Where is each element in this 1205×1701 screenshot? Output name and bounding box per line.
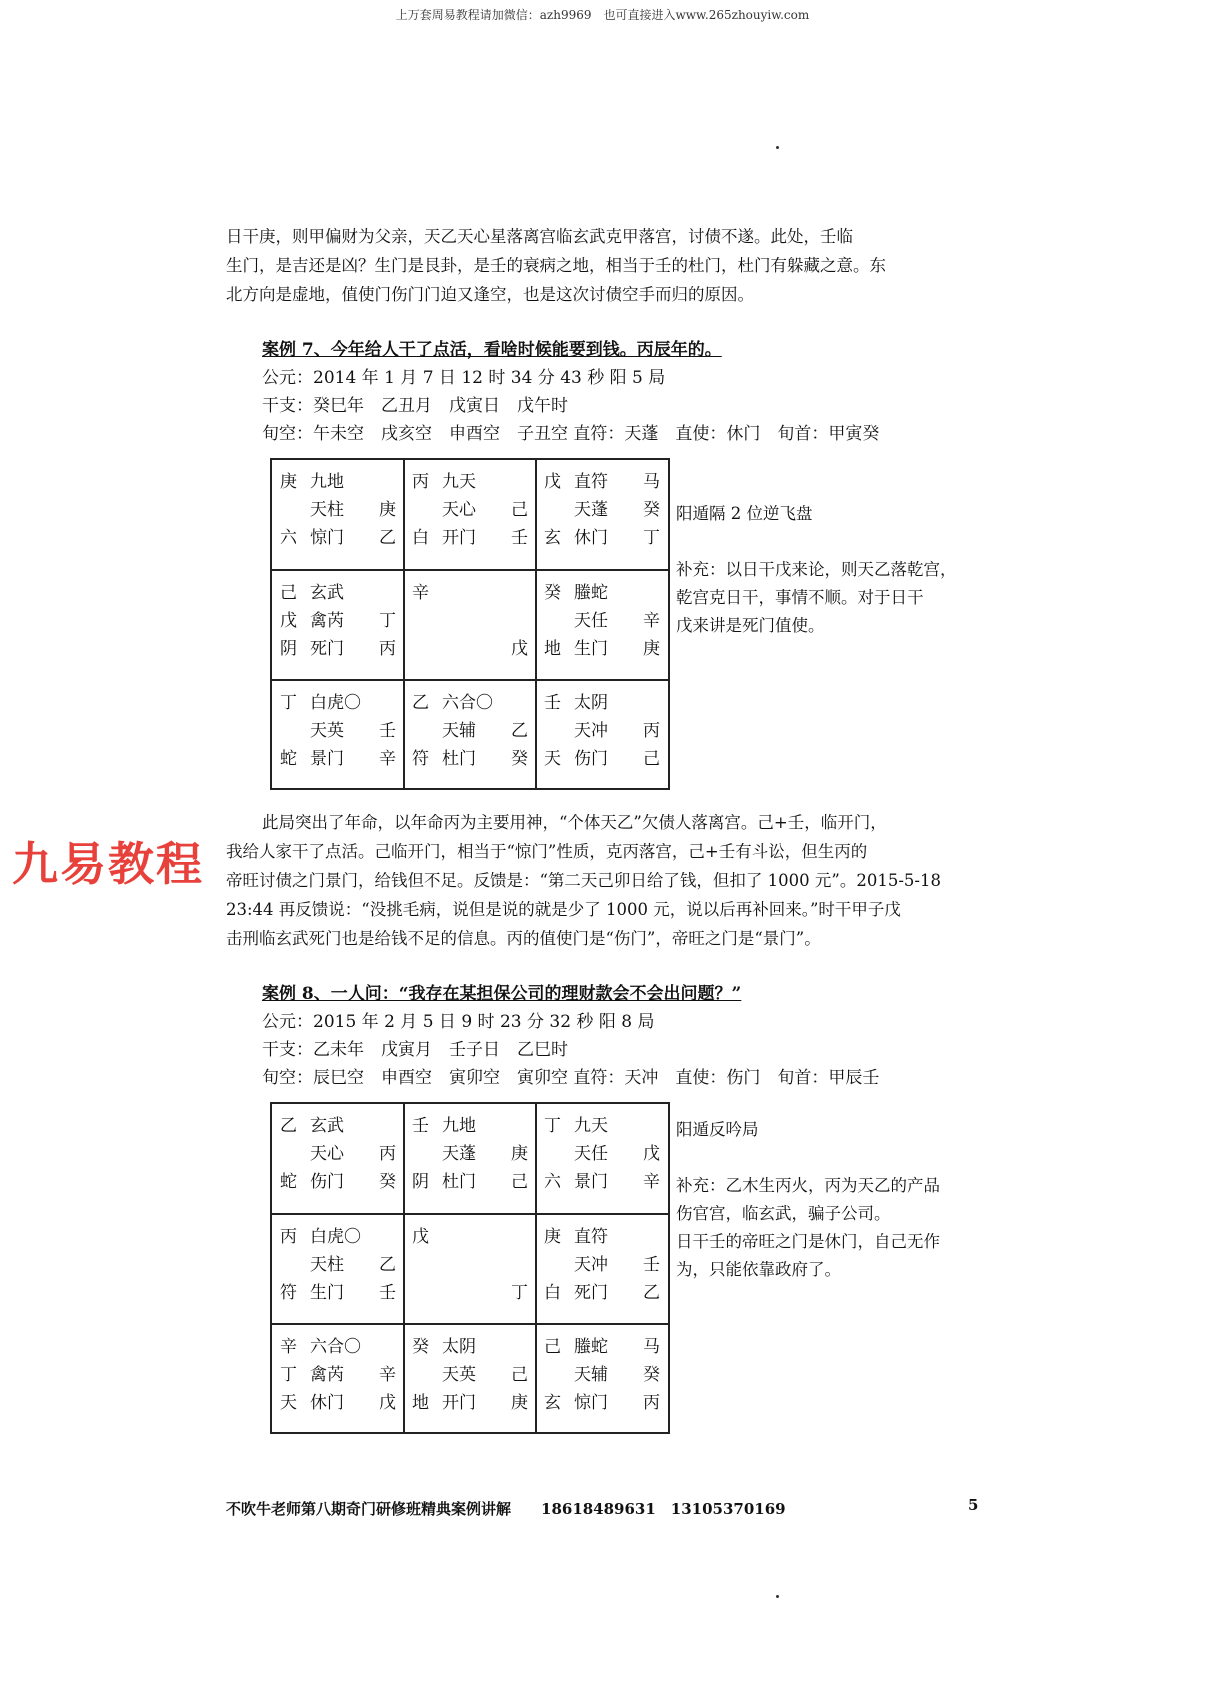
palace-stem: 戊 (544, 472, 561, 492)
palace-line (412, 496, 528, 524)
palace-line (412, 1223, 528, 1251)
palace-symbol: 玄武 (310, 1116, 344, 1136)
grid-vertical-line (535, 458, 537, 790)
palace-symbol: 禽芮 (310, 610, 344, 631)
palace-line (412, 1333, 528, 1361)
palace-symbol: 白虎〇 (310, 693, 361, 714)
palace-line (544, 1168, 660, 1196)
palace-symbol: 开门 (442, 528, 476, 548)
palace-symbol: 禽芮 (310, 1365, 344, 1386)
palace-stem-right: 癸 (511, 749, 528, 770)
case7-qimen-chart (270, 458, 670, 790)
palace-stem: 阴 (280, 638, 297, 659)
intro-line: 生门，是吉还是凶？生门是艮卦，是壬的衰病之地，相当于壬的杜门，杜门有躲藏之意。东 (226, 256, 886, 275)
palace-symbol: 天心 (442, 500, 476, 520)
palace-stem-right: 庚 (379, 500, 396, 520)
case7-note: 戊来讲是死门值使。 (676, 616, 825, 635)
palace-line (280, 1251, 396, 1279)
palace-line (412, 1279, 528, 1307)
palace-line (412, 635, 528, 663)
palace-stem-right: 辛 (643, 1172, 660, 1192)
palace-symbol: 死门 (574, 1282, 608, 1303)
palace-line (280, 1112, 396, 1140)
palace-stem: 乙 (412, 693, 429, 714)
palace-stem-right: 丙 (643, 1393, 660, 1414)
palace-line (544, 496, 660, 524)
palace-stem: 蛇 (280, 1172, 297, 1192)
case7-title: 案例 7、今年给人干了点活，看啥时候能要到钱。丙辰年的。 (262, 340, 722, 360)
palace-cell (412, 1333, 528, 1417)
palace-line (412, 1112, 528, 1140)
palace-cell (544, 579, 660, 663)
case8-gongyuan: 公元：2015 年 2 月 5 日 9 时 23 分 32 秒 阳 8 局 (262, 1012, 655, 1032)
palace-stem: 丙 (280, 1226, 297, 1247)
watermark-logo: 九易教程 (12, 837, 204, 891)
palace-stem: 地 (544, 638, 561, 659)
palace-symbol: 生门 (574, 638, 608, 659)
palace-symbol: 天任 (574, 1144, 608, 1164)
palace-stem-right: 丁 (511, 1282, 528, 1303)
case8-note: 阳遁反吟局 (676, 1120, 759, 1139)
palace-line (412, 1389, 528, 1417)
palace-stem: 戊 (280, 610, 297, 631)
palace-symbol: 直符 (574, 472, 608, 492)
palace-stem: 壬 (412, 1116, 429, 1136)
grid-vertical-line (403, 1102, 405, 1434)
palace-symbol: 九地 (442, 1116, 476, 1136)
case8-note: 补充：乙木生丙火，丙为天乙的产品 (676, 1176, 940, 1195)
palace-line (412, 524, 528, 552)
palace-stem: 丁 (280, 693, 297, 714)
palace-stem-right: 丁 (379, 610, 396, 631)
palace-stem-right: 壬 (643, 1254, 660, 1275)
analysis-line: 23:44 再反馈说：“没挑毛病，说但是说的就是少了 1000 元，说以后再补回来。”时干甲子戊 (226, 900, 901, 919)
grid-horizontal-line (270, 788, 670, 790)
palace-line (544, 745, 660, 773)
palace-symbol: 玄武 (310, 582, 344, 603)
palace-symbol: 生门 (310, 1282, 344, 1303)
palace-stem-right: 辛 (379, 1365, 396, 1386)
palace-stem-right: 庚 (511, 1393, 528, 1414)
palace-stem-right: 辛 (643, 610, 660, 631)
palace-line (412, 1361, 528, 1389)
case8-qimen-chart (270, 1102, 670, 1434)
palace-stem-right: 己 (511, 1172, 528, 1192)
palace-line (544, 524, 660, 552)
palace-line (544, 468, 660, 496)
analysis-line: 我给人家干了点活。己临开门，相当于“惊门”性质，克丙落宫，己+壬有斗讼，但生丙的 (226, 842, 868, 861)
scan-speck (776, 1595, 779, 1598)
palace-stem-right: 癸 (643, 500, 660, 520)
palace-line (544, 1389, 660, 1417)
palace-stem-right: 癸 (379, 1172, 396, 1192)
palace-stem: 癸 (412, 1337, 429, 1358)
palace-line (412, 1251, 528, 1279)
palace-line (280, 607, 396, 635)
palace-symbol: 天任 (574, 610, 608, 631)
scan-speck (776, 146, 779, 149)
palace-line (280, 579, 396, 607)
palace-symbol: 直符 (574, 1226, 608, 1247)
case8-xunkong: 旬空：辰巳空 申酉空 寅卯空 寅卯空 直符：天冲 直使：伤门 旬首：甲辰壬 (262, 1068, 880, 1088)
palace-symbol: 天柱 (310, 500, 344, 520)
palace-symbol: 天英 (442, 1365, 476, 1386)
palace-stem: 庚 (544, 1226, 561, 1247)
palace-stem-right: 马 (643, 1337, 660, 1358)
palace-stem-right: 壬 (379, 1282, 396, 1303)
palace-symbol: 九地 (310, 472, 344, 492)
palace-stem: 白 (544, 1282, 561, 1303)
top-banner: 上万套周易教程请加微信：azh9969 也可直接进入www.265zhouyiw.com (395, 8, 810, 22)
palace-symbol: 六合〇 (310, 1337, 361, 1358)
palace-stem: 丙 (412, 472, 429, 492)
case7-note: 补充：以日干戊来论，则天乙落乾宫， (676, 560, 957, 579)
palace-symbol: 九天 (442, 472, 476, 492)
grid-horizontal-line (270, 679, 670, 681)
case7-note: 阳遁隔 2 位逆飞盘 (676, 504, 813, 523)
case7-gongyuan: 公元：2014 年 1 月 7 日 12 时 34 分 43 秒 阳 5 局 (262, 368, 666, 388)
palace-cell (544, 689, 660, 773)
palace-symbol: 螣蛇 (574, 1337, 608, 1358)
palace-line (544, 1223, 660, 1251)
analysis-line: 此局突出了年命，以年命丙为主要用神，“个体天乙”欠债人落离宫。己+壬，临开门， (262, 813, 887, 832)
palace-line (544, 579, 660, 607)
palace-symbol: 天辅 (442, 721, 476, 742)
palace-stem: 辛 (412, 582, 429, 603)
palace-line (280, 1223, 396, 1251)
grid-horizontal-line (270, 1432, 670, 1434)
palace-line (412, 1168, 528, 1196)
palace-line (412, 1140, 528, 1168)
case8-note: 日干壬的帝旺之门是休门，自己无作 (676, 1232, 940, 1251)
palace-stem-right: 乙 (643, 1282, 660, 1303)
palace-stem: 天 (280, 1393, 297, 1414)
palace-cell (280, 1112, 396, 1196)
palace-symbol: 休门 (310, 1393, 344, 1414)
palace-stem: 玄 (544, 528, 561, 548)
case8-note: 伤官宫，临玄武，骗子公司。 (676, 1204, 891, 1223)
palace-cell (544, 468, 660, 552)
palace-stem-right: 庚 (643, 638, 660, 659)
palace-line (544, 1333, 660, 1361)
palace-symbol: 伤门 (574, 749, 608, 770)
palace-stem-right: 丙 (379, 638, 396, 659)
palace-stem: 辛 (280, 1337, 297, 1358)
palace-stem: 六 (544, 1172, 561, 1192)
palace-line (544, 635, 660, 663)
analysis-line: 帝旺讨债之门景门，给钱但不足。反馈是：“第二天己卯日给了钱，但扣了 1000 元”。2015-5-18 (226, 871, 941, 890)
palace-stem: 庚 (280, 472, 297, 492)
palace-line (280, 1168, 396, 1196)
palace-symbol: 螣蛇 (574, 582, 608, 603)
palace-stem: 地 (412, 1393, 429, 1414)
palace-stem: 戊 (412, 1226, 429, 1247)
palace-line (412, 717, 528, 745)
palace-stem-right: 乙 (511, 721, 528, 742)
palace-line (412, 689, 528, 717)
palace-stem-right: 己 (511, 500, 528, 520)
palace-line (544, 1112, 660, 1140)
palace-stem-right: 庚 (511, 1144, 528, 1164)
palace-symbol: 太阴 (574, 693, 608, 714)
palace-symbol: 死门 (310, 638, 344, 659)
palace-cell (280, 689, 396, 773)
palace-symbol: 伤门 (310, 1172, 344, 1192)
palace-cell (544, 1223, 660, 1307)
palace-symbol: 开门 (442, 1393, 476, 1414)
palace-symbol: 六合〇 (442, 693, 493, 714)
grid-vertical-line (535, 1102, 537, 1434)
palace-line (412, 745, 528, 773)
palace-cell (544, 1333, 660, 1417)
case8-title: 案例 8、一人问：“我存在某担保公司的理财款会不会出问题？” (262, 984, 742, 1004)
palace-stem-right: 丙 (643, 721, 660, 742)
grid-horizontal-line (270, 1102, 670, 1104)
palace-cell (412, 1223, 528, 1307)
grid-horizontal-line (270, 1323, 670, 1325)
palace-stem: 丁 (280, 1365, 297, 1386)
palace-symbol: 杜门 (442, 1172, 476, 1192)
palace-symbol: 惊门 (310, 528, 344, 548)
intro-paragraph (226, 222, 992, 309)
palace-stem: 癸 (544, 582, 561, 603)
palace-line (280, 745, 396, 773)
palace-line (544, 1140, 660, 1168)
palace-line (280, 717, 396, 745)
footer-text: 不吹牛老师第八期奇门研修班精典案例讲解 18618489631 13105370169 (226, 1500, 786, 1518)
case7-note: 乾宫克日干，事情不顺。对于日干 (676, 588, 924, 607)
palace-symbol: 杜门 (442, 749, 476, 770)
palace-symbol: 天蓬 (442, 1144, 476, 1164)
palace-cell (280, 579, 396, 663)
palace-line (280, 1279, 396, 1307)
palace-stem: 符 (412, 749, 429, 770)
palace-stem: 壬 (544, 693, 561, 714)
grid-vertical-line (403, 458, 405, 790)
palace-stem-right: 丁 (643, 528, 660, 548)
palace-symbol: 惊门 (574, 1393, 608, 1414)
palace-symbol: 天英 (310, 721, 344, 742)
palace-symbol: 天心 (310, 1144, 344, 1164)
case7-ganzhi: 干支：癸巳年 乙丑月 戊寅日 戊午时 (262, 396, 568, 416)
palace-stem: 乙 (280, 1116, 297, 1136)
palace-symbol: 天冲 (574, 721, 608, 742)
palace-stem-right: 壬 (511, 528, 528, 548)
analysis-line: 击刑临玄武死门也是给钱不足的信息。丙的值使门是“伤门”，帝旺之门是“景门”。 (226, 929, 821, 948)
case8-note: 为，只能依靠政府了。 (676, 1260, 841, 1279)
grid-horizontal-line (270, 1213, 670, 1215)
palace-symbol: 白虎〇 (310, 1226, 361, 1247)
palace-stem: 天 (544, 749, 561, 770)
palace-line (280, 1333, 396, 1361)
palace-cell (412, 579, 528, 663)
case7-analysis (226, 808, 992, 953)
palace-symbol: 太阴 (442, 1337, 476, 1358)
palace-stem-right: 壬 (379, 721, 396, 742)
palace-stem: 蛇 (280, 749, 297, 770)
palace-stem: 白 (412, 528, 429, 548)
palace-line (544, 1279, 660, 1307)
palace-symbol: 天蓬 (574, 500, 608, 520)
palace-symbol: 景门 (310, 749, 344, 770)
grid-horizontal-line (270, 569, 670, 571)
grid-horizontal-line (270, 458, 670, 460)
palace-stem-right: 癸 (643, 1365, 660, 1386)
palace-cell (280, 1333, 396, 1417)
palace-symbol: 天冲 (574, 1254, 608, 1275)
palace-line (544, 717, 660, 745)
palace-line (280, 1389, 396, 1417)
intro-line: 北方向是虚地，值使门伤门门迫又逢空，也是这次讨债空手而归的原因。 (226, 285, 754, 304)
palace-line (412, 607, 528, 635)
palace-stem: 符 (280, 1282, 297, 1303)
palace-line (280, 689, 396, 717)
palace-line (544, 689, 660, 717)
palace-line (412, 468, 528, 496)
palace-stem-right: 马 (643, 472, 660, 492)
palace-stem: 己 (544, 1337, 561, 1358)
palace-stem-right: 己 (643, 749, 660, 770)
palace-line (280, 635, 396, 663)
palace-cell (280, 1223, 396, 1307)
palace-stem: 丁 (544, 1116, 561, 1136)
palace-stem-right: 丙 (379, 1144, 396, 1164)
palace-symbol: 天柱 (310, 1254, 344, 1275)
case8-ganzhi: 干支：乙未年 戊寅月 壬子日 乙巳时 (262, 1040, 568, 1060)
palace-stem-right: 乙 (379, 1254, 396, 1275)
palace-stem: 玄 (544, 1393, 561, 1414)
palace-line (280, 524, 396, 552)
palace-stem-right: 戊 (643, 1144, 660, 1164)
palace-line (544, 1251, 660, 1279)
palace-line (280, 1361, 396, 1389)
palace-stem: 己 (280, 582, 297, 603)
palace-symbol: 景门 (574, 1172, 608, 1192)
palace-symbol: 九天 (574, 1116, 608, 1136)
palace-symbol: 休门 (574, 528, 608, 548)
page-number: 5 (968, 1496, 979, 1514)
palace-symbol: 天辅 (574, 1365, 608, 1386)
palace-stem-right: 己 (511, 1365, 528, 1386)
palace-stem: 六 (280, 528, 297, 548)
palace-line (280, 496, 396, 524)
palace-stem-right: 戊 (379, 1393, 396, 1414)
palace-cell (544, 1112, 660, 1196)
palace-line (280, 1140, 396, 1168)
palace-stem-right: 戊 (511, 638, 528, 659)
palace-line (544, 607, 660, 635)
palace-stem: 阴 (412, 1172, 429, 1192)
palace-line (280, 468, 396, 496)
palace-cell (280, 468, 396, 552)
palace-cell (412, 1112, 528, 1196)
palace-stem-right: 乙 (379, 528, 396, 548)
palace-line (544, 1361, 660, 1389)
palace-stem-right: 辛 (379, 749, 396, 770)
palace-line (412, 579, 528, 607)
palace-cell (412, 468, 528, 552)
palace-cell (412, 689, 528, 773)
intro-line: 日干庚，则甲偏财为父亲，天乙天心星落离宫临玄武克甲落宫，讨债不遂。此处，壬临 (226, 227, 853, 246)
case7-xunkong: 旬空：午未空 戌亥空 申酉空 子丑空 直符：天蓬 直使：休门 旬首：甲寅癸 (262, 424, 880, 444)
